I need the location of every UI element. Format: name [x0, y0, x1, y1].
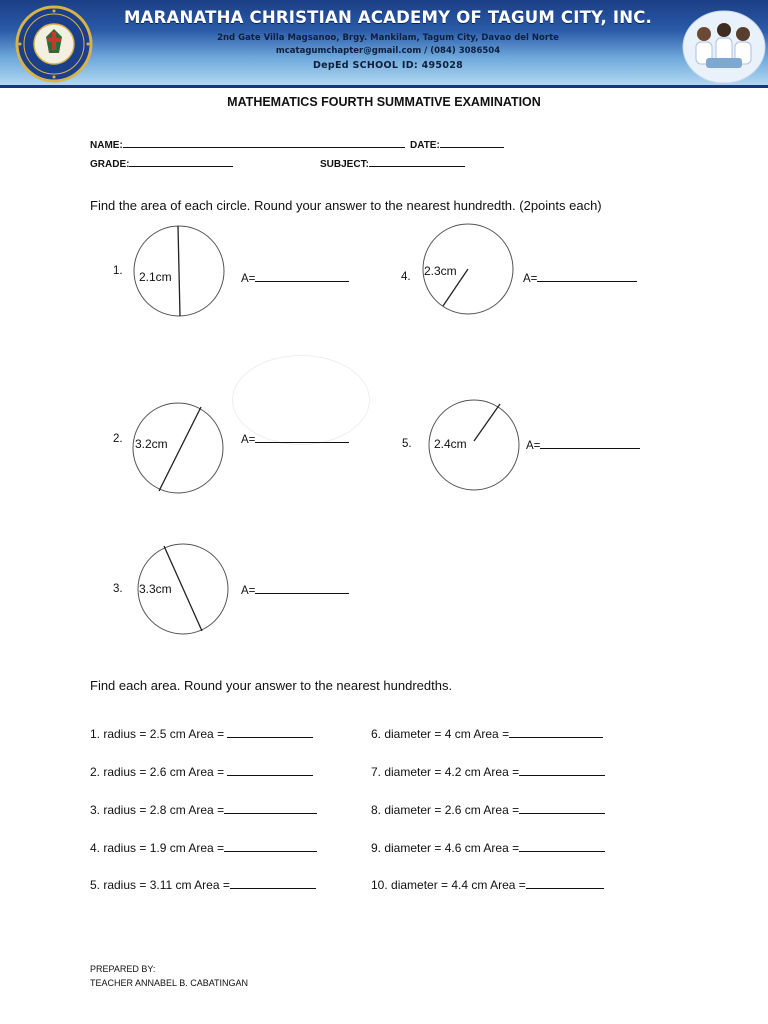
list-item[interactable] — [371, 841, 605, 855]
circle-4-answer-blank[interactable] — [537, 271, 637, 282]
circle-3-answer-prefix: A= — [241, 585, 256, 597]
circle-5-answer-prefix: A= — [526, 440, 541, 452]
list-item-text: 6. diameter = 4 cm Area = — [371, 727, 510, 741]
school-id: DepEd SCHOOL ID: 495028 — [312, 60, 464, 71]
list-item[interactable] — [371, 878, 604, 892]
list-item[interactable] — [371, 765, 605, 779]
circle-1-answer[interactable] — [241, 271, 349, 285]
school-address: 2nd Gate Villa Magsanoo, Brgy. Mankilam, Tagum City, Davao del Norte — [217, 33, 559, 43]
school-name: MARANATHA CHRISTIAN ACADEMY OF TAGUM CITY, INC. — [124, 8, 652, 27]
grade-label: GRADE: — [90, 159, 130, 170]
list-item-blank[interactable] — [509, 727, 603, 738]
banner-bottom-stripe — [0, 85, 768, 88]
circle-2-answer[interactable] — [241, 432, 349, 446]
list-item-text: 9. diameter = 4.6 cm Area = — [371, 841, 520, 855]
part2-instruction: Find each area. Round your answer to the nearest hundredths. — [90, 678, 453, 693]
name-label: NAME: — [90, 140, 123, 151]
list-item[interactable] — [90, 803, 317, 817]
list-item-blank[interactable] — [526, 878, 604, 889]
date-field[interactable] — [410, 138, 504, 151]
list-item-blank[interactable] — [227, 765, 313, 776]
subject-field[interactable] — [320, 157, 465, 170]
list-item[interactable] — [90, 765, 313, 779]
circle-4-label: 2.3cm — [424, 264, 457, 278]
header-banner — [0, 0, 768, 88]
circle-2-number: 2. — [113, 433, 123, 445]
circle-3-number: 3. — [113, 583, 123, 595]
circle-1-answer-blank[interactable] — [255, 271, 349, 282]
grade-field[interactable] — [90, 157, 233, 170]
subject-blank[interactable] — [369, 157, 465, 167]
school-seal-icon — [12, 5, 96, 83]
list-item-text: 10. diameter = 4.4 cm Area = — [371, 878, 526, 892]
list-item-text: 7. diameter = 4.2 cm Area = — [371, 765, 520, 779]
list-item[interactable] — [371, 727, 603, 741]
students-photo-icon — [682, 10, 766, 84]
list-item-blank[interactable] — [230, 878, 316, 889]
circle-2-label: 3.2cm — [135, 437, 168, 451]
list-item-blank[interactable] — [519, 841, 605, 852]
circle-5-label: 2.4cm — [434, 437, 467, 451]
school-contact: mcatagumchapter@gmail.com / (084) 3086504 — [275, 46, 501, 56]
circle-1-label: 2.1cm — [139, 270, 172, 284]
name-field[interactable] — [90, 138, 405, 151]
circle-4-answer[interactable] — [523, 271, 637, 285]
date-label: DATE: — [410, 140, 440, 151]
list-item-blank[interactable] — [519, 765, 605, 776]
circle-4-answer-prefix: A= — [523, 273, 538, 285]
circle-3-answer-blank[interactable] — [255, 583, 349, 594]
list-item-text: 4. radius = 1.9 cm Area = — [90, 841, 225, 855]
subject-label: SUBJECT: — [320, 159, 369, 170]
prepared-by-label: PREPARED BY: — [90, 964, 156, 974]
circle-5-answer-blank[interactable] — [540, 438, 640, 449]
list-item-blank[interactable] — [224, 841, 317, 852]
exam-title: MATHEMATICS FOURTH SUMMATIVE EXAMINATION — [227, 95, 541, 109]
circle-2-answer-prefix: A= — [241, 434, 256, 446]
teacher-name: TEACHER ANNABEL B. CABATINGAN — [90, 978, 249, 988]
list-item-text: 5. radius = 3.11 cm Area = — [90, 878, 230, 892]
list-item-blank[interactable] — [224, 803, 317, 814]
part1-instruction: Find the area of each circle. Round your answer to the nearest hundredth. (2points each) — [90, 198, 602, 213]
circle-2-answer-blank[interactable] — [255, 432, 349, 443]
circle-1-number: 1. — [113, 265, 123, 277]
list-item[interactable] — [90, 727, 313, 741]
list-item-blank[interactable] — [227, 727, 313, 738]
circle-1-diameter-line — [178, 226, 180, 316]
list-item[interactable] — [90, 841, 317, 855]
list-item-text: 3. radius = 2.8 cm Area = — [90, 803, 225, 817]
list-item-text: 1. radius = 2.5 cm Area = — [90, 727, 228, 741]
list-item-blank[interactable] — [519, 803, 605, 814]
circle-3-answer[interactable] — [241, 583, 349, 597]
list-item-text: 2. radius = 2.6 cm Area = — [90, 765, 228, 779]
list-item-text: 8. diameter = 2.6 cm Area = — [371, 803, 520, 817]
circle-3-label: 3.3cm — [139, 582, 172, 596]
list-item[interactable] — [371, 803, 605, 817]
circle-5-number: 5. — [402, 438, 412, 450]
date-blank[interactable] — [440, 138, 504, 148]
circle-5-answer[interactable] — [526, 438, 640, 452]
name-blank[interactable] — [123, 138, 405, 148]
circle-1-answer-prefix: A= — [241, 273, 256, 285]
grade-blank[interactable] — [129, 157, 233, 167]
list-item[interactable] — [90, 878, 316, 892]
circle-5-radius-line — [474, 404, 500, 441]
circle-4-number: 4. — [401, 271, 411, 283]
